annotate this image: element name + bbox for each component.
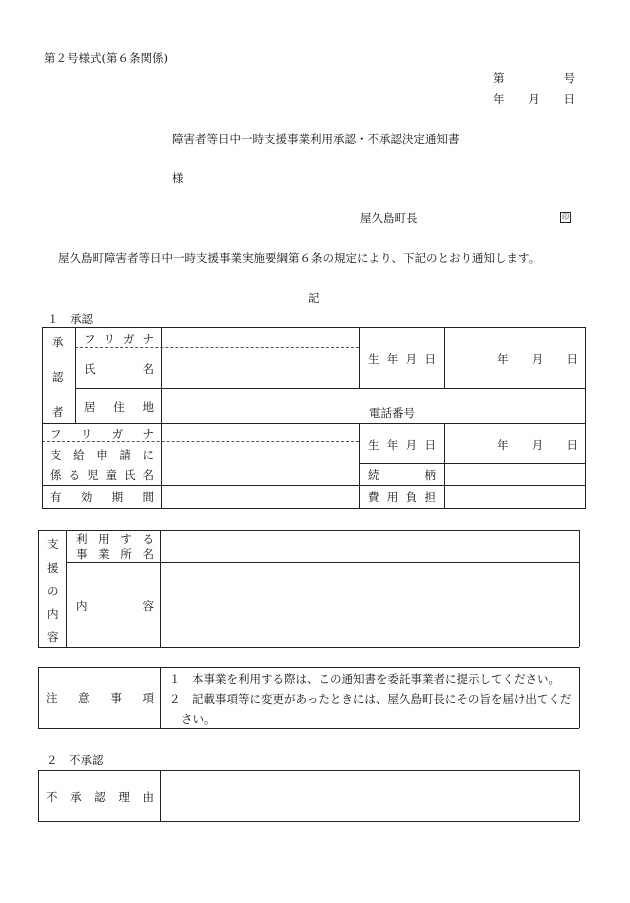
ki-heading: 記 xyxy=(308,291,320,305)
birthdate-label: 生 年 月 日 xyxy=(368,352,436,366)
support-char-5: 容 xyxy=(47,630,59,644)
section1-heading: １ 承認 xyxy=(47,312,93,326)
note-item-2: ２ 記載事項等に変更があったときには、屋久島町長にその旨を届け出てくだ xyxy=(169,692,572,706)
disapproval-reason-label: 不 承 認 理 由 xyxy=(46,790,154,804)
facility-label-line1: 利 用 す る xyxy=(76,532,154,546)
form-number: 第２号様式(第６条関係) xyxy=(44,51,168,65)
support-char-2: 援 xyxy=(47,561,59,575)
issue-date: 年 月 日 xyxy=(493,92,575,106)
validity-label: 有 効 期 間 xyxy=(50,490,154,504)
child-name-label-line2: 係 る 児 童 氏 名 xyxy=(50,468,154,482)
relation-label: 続 柄 xyxy=(368,468,436,482)
note-item-2-continued: さい。 xyxy=(181,712,216,726)
birthdate-value: 年 月 日 xyxy=(497,352,578,366)
support-char-4: 内 xyxy=(47,607,59,621)
child-furigana-label: フ リ ガ ナ xyxy=(50,427,154,441)
section2-heading: ２ 不承認 xyxy=(46,753,104,767)
body-text: 屋久島町障害者等日中一時支援事業実施要綱第６条の規定により、下記のとおり通知します。 xyxy=(58,251,541,265)
child-birthdate-value: 年 月 日 xyxy=(497,438,578,452)
facility-label-line2: 事 業 所 名 xyxy=(76,547,154,561)
furigana-label: フ リ ガ ナ xyxy=(84,332,154,346)
child-name-label-line1: 支 給 申 請 に xyxy=(50,448,154,462)
cost-label: 費 用 負 担 xyxy=(368,490,436,504)
name-label: 氏 名 xyxy=(84,362,154,376)
support-char-3: の xyxy=(47,584,59,598)
document-number: 第 号 xyxy=(493,71,575,85)
notes-label: 注 意 事 項 xyxy=(46,691,154,705)
note-item-1: １ 本事業を利用する際は、この通知書を委託事業者に提示してください。 xyxy=(169,672,560,686)
approver-char-1: 承 xyxy=(52,335,64,349)
issuer-name: 屋久島町長 xyxy=(360,211,418,225)
phone-label: 電話番号 xyxy=(369,406,415,420)
approver-char-2: 認 xyxy=(52,370,64,384)
document-title: 障害者等日中一時支援事業利用承認・不承認決定通知書 xyxy=(172,132,460,146)
approver-char-3: 者 xyxy=(52,405,64,419)
seal-mark: 印 xyxy=(562,213,569,221)
address-label: 居 住 地 xyxy=(84,400,154,414)
support-char-1: 支 xyxy=(47,537,59,551)
content-label: 内 容 xyxy=(76,599,154,613)
addressee-suffix: 様 xyxy=(172,171,184,185)
child-birthdate-label: 生 年 月 日 xyxy=(368,438,436,452)
